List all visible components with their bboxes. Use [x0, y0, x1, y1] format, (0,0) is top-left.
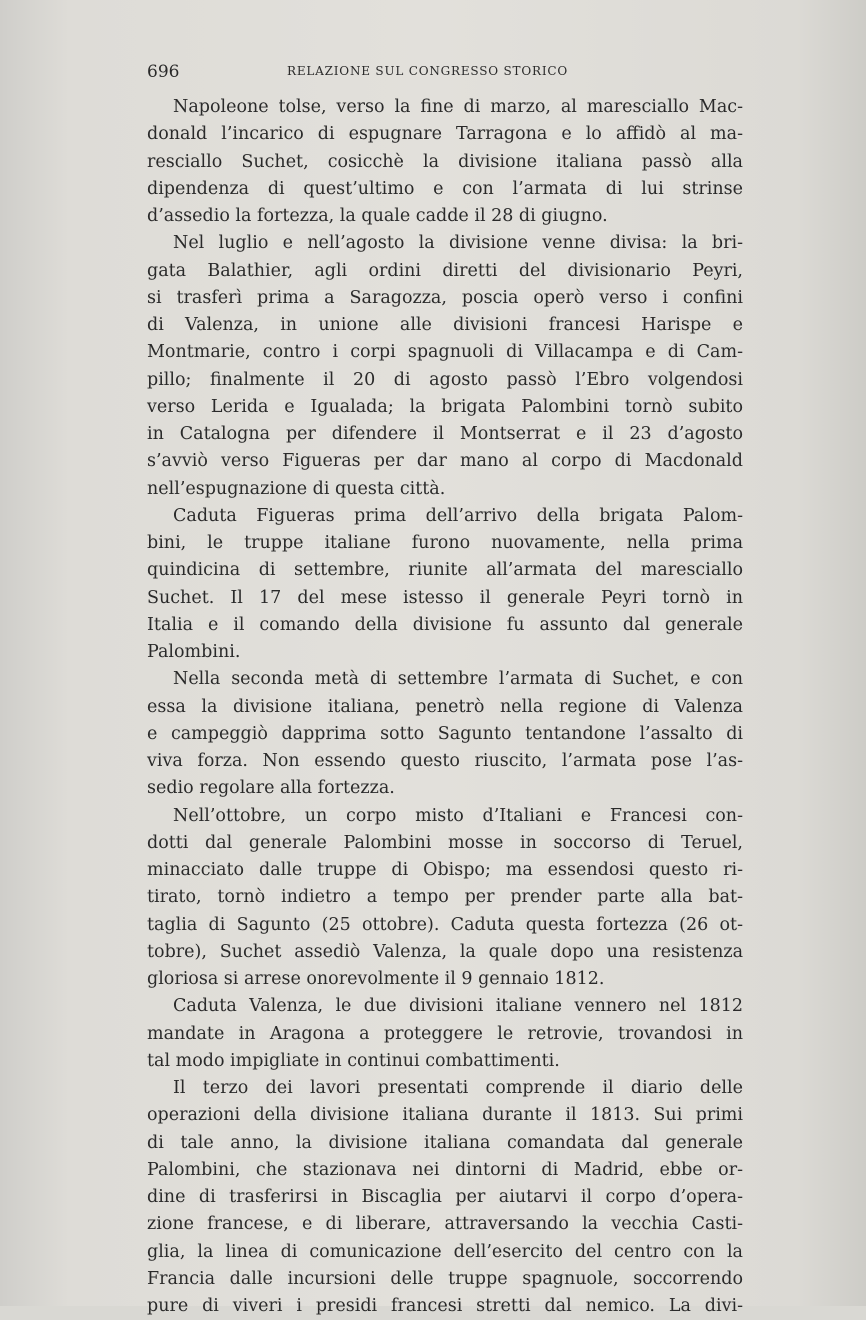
text-line: bini, le truppe italiane furono nuovamente, nella prima — [147, 533, 743, 553]
text-line: Caduta Valenza, le due divisioni italiane vennero nel 1812 — [173, 996, 743, 1017]
text-line: tal modo impigliate in continui combattimenti. — [147, 1050, 560, 1071]
running-title: RELAZIONE SUL CONGRESSO STORICO — [287, 64, 568, 78]
text-line: dipendenza di quest’ultimo e con l’armata di lui strinse — [147, 178, 743, 199]
text-line: nell’espugnazione di questa città. — [147, 478, 446, 499]
text-line: s’avviò verso Figueras per dar mano al corpo di Macdonald — [147, 451, 743, 472]
text-line: tobre), Suchet assediò Valenza, la quale dopo una resistenza — [147, 941, 743, 962]
text-line: pillo; finalmente il 20 di agosto passò l’Ebro volgendosi — [147, 369, 743, 390]
body-text — [147, 94, 743, 1320]
text-line: Palombini. — [147, 642, 241, 662]
text-line: si trasferì prima a Saragozza, poscia operò verso i confini — [147, 287, 743, 308]
text-line: taglia di Sagunto (25 ottobre). Caduta questa fortezza (26 ot- — [147, 914, 743, 935]
text-line: mandate in Aragona a proteggere le retrovie, trovandosi in — [147, 1023, 743, 1044]
text-line: Napoleone tolse, verso la fine di marzo, al maresciallo Mac- — [173, 97, 743, 117]
text-line: gata Balathier, agli ordini diretti del divisionario Peyri, — [147, 260, 743, 281]
text-line: e campeggiò dapprima sotto Sagunto tentandone l’assalto di — [147, 723, 743, 744]
text-line: Nell’ottobre, un corpo misto d’Italiani e Francesi con- — [173, 805, 743, 826]
text-line: di tale anno, la divisione italiana comandata dal generale — [147, 1132, 743, 1153]
text-line: donald l’incarico di espugnare Tarragona e lo affidò al ma- — [147, 124, 743, 145]
text-line: essa la divisione italiana, penetrò nella regione di Valenza — [147, 696, 743, 717]
text-line: zione francese, e di liberare, attraversando la vecchia Casti- — [147, 1214, 743, 1235]
text-line: dine di trasferirsi in Biscaglia per aiutarvi il corpo d’opera- — [147, 1187, 743, 1207]
text-line: viva forza. Non essendo questo riuscito, l’armata pose l’as- — [147, 751, 743, 771]
text-line: dotti dal generale Palombini mosse in soccorso di Teruel, — [147, 832, 743, 853]
text-line: di Valenza, in unione alle divisioni francesi Harispe e — [147, 315, 743, 335]
text-line: d’assedio la fortezza, la quale cadde il 28 di giugno. — [147, 206, 608, 226]
text-line: Nella seconda metà di settembre l’armata di Suchet, e con — [173, 669, 743, 690]
page-header — [147, 62, 743, 86]
text-line: verso Lerida e Igualada; la brigata Palombini tornò subito — [147, 396, 743, 417]
text-line: tirato, tornò indietro a tempo per prender parte alla bat- — [147, 887, 743, 908]
text-line: glia, la linea di comunicazione dell’esercito del centro con la — [147, 1241, 743, 1262]
text-line: Suchet. Il 17 del mese istesso il generale Peyri tornò in — [147, 587, 743, 608]
text-line: pure di viveri i presidi francesi stretti dal nemico. La divi- — [147, 1296, 743, 1316]
text-line: Palombini, che stazionava nei dintorni di Madrid, ebbe or- — [147, 1159, 743, 1180]
text-line: quindicina di settembre, riunite all’armata del maresciallo — [147, 560, 743, 581]
text-line: Caduta Figueras prima dell’arrivo della brigata Palom- — [173, 505, 743, 526]
text-line: Francia dalle incursioni delle truppe spagnuole, soccorrendo — [147, 1268, 743, 1289]
text-line: Italia e il comando della divisione fu assunto dal generale — [147, 614, 743, 635]
text-line: operazioni della divisione italiana durante il 1813. Sui primi — [147, 1105, 743, 1126]
text-line: gloriosa si arrese onorevolmente il 9 gennaio 1812. — [147, 969, 605, 989]
text-line: Nel luglio e nell’agosto la divisione venne divisa: la bri- — [173, 233, 743, 254]
text-line: sedio regolare alla fortezza. — [147, 778, 395, 799]
text-line: Montmarie, contro i corpi spagnuoli di Villacampa e di Cam- — [147, 342, 743, 363]
text-line: Il terzo dei lavori presentati comprende il diario delle — [173, 1078, 743, 1098]
text-line: in Catalogna per difendere il Montserrat e il 23 d’agosto — [147, 424, 743, 444]
page-number: 696 — [147, 62, 180, 82]
text-line: resciallo Suchet, cosicchè la divisione italiana passò alla — [147, 151, 743, 172]
text-line: minacciato dalle truppe di Obispo; ma essendosi questo ri- — [147, 860, 743, 880]
